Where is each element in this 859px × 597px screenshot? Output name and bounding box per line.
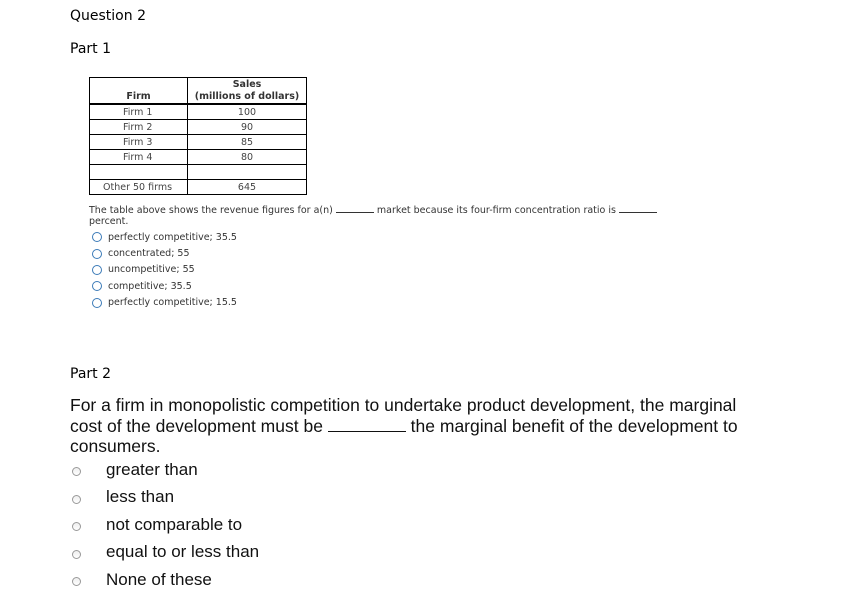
radio-button[interactable]: [92, 249, 102, 259]
option-item[interactable]: [72, 539, 259, 567]
option-label: perfectly competitive; 35.5: [108, 231, 237, 243]
question-title: Question 2: [70, 8, 146, 24]
radio-button[interactable]: [72, 522, 81, 531]
part2-options: [72, 456, 259, 594]
header-sales: [188, 78, 307, 105]
table-row: [90, 104, 307, 120]
table-row: [90, 120, 307, 135]
option-label: concentrated; 55: [108, 248, 190, 260]
part2-label: Part 2: [70, 366, 111, 382]
part2-question-a: For a firm in monopolistic competition to undertake product development, the marginal cost of the development must be: [70, 395, 737, 436]
radio-button[interactable]: [92, 281, 102, 291]
radio-button[interactable]: [72, 550, 81, 559]
radio-button[interactable]: [92, 298, 102, 308]
option-item[interactable]: [72, 484, 259, 512]
option-label: competitive; 35.5: [108, 280, 192, 292]
option-item[interactable]: [72, 511, 259, 539]
option-item[interactable]: [92, 295, 237, 311]
answer-blank: [328, 416, 406, 432]
radio-button[interactable]: [72, 577, 81, 586]
option-label: None of these: [106, 569, 212, 589]
answer-blank: [336, 204, 374, 213]
option-label: less than: [106, 487, 175, 507]
firm-cell: Firm 4: [90, 150, 188, 165]
option-item[interactable]: [92, 245, 237, 261]
part1-label: Part 1: [70, 41, 111, 57]
option-item[interactable]: [92, 278, 237, 294]
answer-blank: [619, 204, 657, 213]
sales-cell: 80: [188, 150, 307, 165]
other-sales-cell: 645: [188, 180, 307, 195]
firm-cell: Firm 3: [90, 135, 188, 150]
sales-cell: 100: [188, 104, 307, 120]
header-sales-line1: Sales: [232, 79, 262, 90]
option-label: equal to or less than: [106, 542, 260, 562]
firm-cell: Firm 2: [90, 120, 188, 135]
option-label: perfectly competitive; 15.5: [108, 297, 237, 309]
part1-question-c: percent.: [89, 216, 129, 227]
radio-button[interactable]: [72, 467, 81, 476]
part2-question-b: the marginal benefit of the development to consumers.: [70, 415, 738, 456]
part1-options: [92, 229, 237, 311]
radio-button[interactable]: [72, 495, 81, 504]
sales-cell: 85: [188, 135, 307, 150]
part1-question-b: market because its four-firm concentration ratio is: [376, 205, 616, 216]
option-label: uncompetitive; 55: [108, 264, 195, 276]
part1-question-a: The table above shows the revenue figures for a(n): [89, 205, 333, 216]
other-firm-cell: Other 50 firms: [90, 180, 188, 195]
radio-button[interactable]: [92, 265, 102, 275]
option-item[interactable]: [92, 262, 237, 278]
table-row-other: [90, 180, 307, 195]
part1-question: [89, 204, 689, 227]
header-sales-line2: (millions of dollars): [194, 91, 300, 102]
option-item[interactable]: [72, 456, 259, 484]
table-row: [90, 135, 307, 150]
firm-cell: Firm 1: [90, 104, 188, 120]
header-firm: Firm: [90, 78, 188, 105]
table-blank-row: [90, 165, 307, 180]
sales-cell: 90: [188, 120, 307, 135]
radio-button[interactable]: [92, 232, 102, 242]
option-item[interactable]: [92, 229, 237, 245]
table-row: [90, 150, 307, 165]
option-label: greater than: [106, 459, 198, 479]
sales-table: [89, 77, 307, 195]
part2-question: [70, 395, 770, 457]
table-header-row: [90, 78, 307, 105]
option-item[interactable]: [72, 566, 259, 594]
option-label: not comparable to: [106, 514, 243, 534]
